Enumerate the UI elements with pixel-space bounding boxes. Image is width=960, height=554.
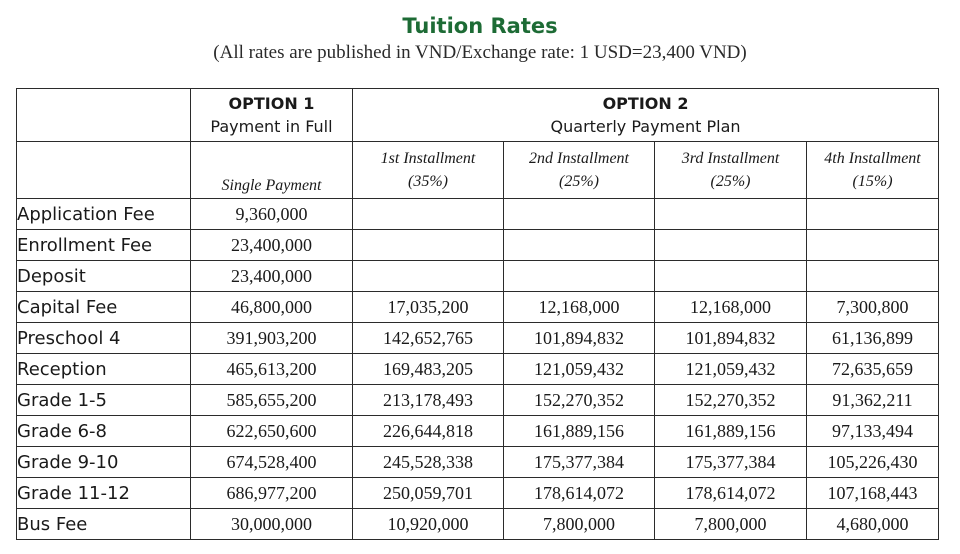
- row-label: Grade 9-10: [17, 447, 191, 478]
- option2-header: [353, 89, 939, 142]
- row-label-header: [17, 142, 191, 199]
- single-payment-cell: 465,613,200: [191, 354, 353, 385]
- installment-3-pct: (25%): [710, 173, 751, 190]
- installment-1-cell: 169,483,205: [353, 354, 504, 385]
- installment-3-name: 3rd Installment: [681, 150, 780, 167]
- installment-1-name: 1st Installment: [380, 150, 476, 167]
- single-payment-cell: 23,400,000: [191, 261, 353, 292]
- row-label: Reception: [17, 354, 191, 385]
- installment-4-cell: 97,133,494: [807, 416, 939, 447]
- installment-1-cell: 245,528,338: [353, 447, 504, 478]
- installment-4-cell: [807, 261, 939, 292]
- exchange-rate-note: (All rates are published in VND/Exchange rate: 1 USD=23,400 VND): [213, 42, 747, 63]
- installment-1-cell: [353, 261, 504, 292]
- page-title: Tuition Rates: [402, 14, 558, 38]
- installment-4-cell: 91,362,211: [807, 385, 939, 416]
- table-row: [17, 354, 939, 385]
- single-payment-cell: 23,400,000: [191, 230, 353, 261]
- option1-subtitle: Payment in Full: [210, 117, 333, 136]
- single-payment-cell: 30,000,000: [191, 509, 353, 540]
- table-row: [17, 292, 939, 323]
- row-label: Enrollment Fee: [17, 230, 191, 261]
- option-header-row: [17, 89, 939, 142]
- installment-1-cell: 17,035,200: [353, 292, 504, 323]
- single-payment-cell: 674,528,400: [191, 447, 353, 478]
- single-payment-header: [191, 142, 353, 199]
- table-row: [17, 416, 939, 447]
- table-row: [17, 509, 939, 540]
- single-payment-cell: 686,977,200: [191, 478, 353, 509]
- installment-2-name: 2nd Installment: [529, 150, 629, 167]
- installment-3-cell: 161,889,156: [655, 416, 807, 447]
- single-payment-cell: 585,655,200: [191, 385, 353, 416]
- installment-2-pct: (25%): [559, 173, 599, 190]
- installment-1-cell: 142,652,765: [353, 323, 504, 354]
- corner-cell: [17, 89, 191, 142]
- installment-4-cell: [807, 199, 939, 230]
- installment-2-cell: 178,614,072: [504, 478, 655, 509]
- installment-1-header: [353, 142, 504, 199]
- installment-1-cell: 10,920,000: [353, 509, 504, 540]
- installment-3-cell: [655, 261, 807, 292]
- column-header-row: [17, 142, 939, 199]
- installment-2-header: [504, 142, 655, 199]
- single-payment-cell: 391,903,200: [191, 323, 353, 354]
- row-label: Grade 11-12: [17, 478, 191, 509]
- installment-3-cell: 175,377,384: [655, 447, 807, 478]
- installment-2-cell: 121,059,432: [504, 354, 655, 385]
- row-label: Grade 1-5: [17, 385, 191, 416]
- single-payment-cell: 46,800,000: [191, 292, 353, 323]
- table-row: [17, 199, 939, 230]
- installment-2-cell: [504, 199, 655, 230]
- installment-3-cell: 7,800,000: [655, 509, 807, 540]
- installment-3-cell: 101,894,832: [655, 323, 807, 354]
- tuition-rates-table: [16, 88, 939, 540]
- option1-title: OPTION 1: [228, 94, 315, 113]
- table-row: [17, 478, 939, 509]
- installment-3-header: [655, 142, 807, 199]
- table-row: [17, 323, 939, 354]
- installment-2-cell: 12,168,000: [504, 292, 655, 323]
- installment-1-cell: 226,644,818: [353, 416, 504, 447]
- single-payment-cell: 622,650,600: [191, 416, 353, 447]
- installment-3-cell: [655, 230, 807, 261]
- installment-1-pct: (35%): [408, 173, 448, 190]
- installment-4-cell: 4,680,000: [807, 509, 939, 540]
- row-label: Application Fee: [17, 199, 191, 230]
- installment-1-cell: 250,059,701: [353, 478, 504, 509]
- installment-1-cell: [353, 230, 504, 261]
- installment-4-pct: (15%): [852, 173, 893, 190]
- installment-2-cell: 161,889,156: [504, 416, 655, 447]
- installment-2-cell: 7,800,000: [504, 509, 655, 540]
- installment-3-cell: 12,168,000: [655, 292, 807, 323]
- row-label: Deposit: [17, 261, 191, 292]
- installment-1-cell: [353, 199, 504, 230]
- installment-4-header: [807, 142, 939, 199]
- installment-4-cell: 7,300,800: [807, 292, 939, 323]
- installment-1-cell: 213,178,493: [353, 385, 504, 416]
- option1-header: [191, 89, 353, 142]
- installment-3-cell: [655, 199, 807, 230]
- table-row: [17, 261, 939, 292]
- table-row: [17, 230, 939, 261]
- installment-3-cell: 178,614,072: [655, 478, 807, 509]
- installment-3-cell: 152,270,352: [655, 385, 807, 416]
- single-payment-cell: 9,360,000: [191, 199, 353, 230]
- row-label: Bus Fee: [17, 509, 191, 540]
- installment-2-cell: [504, 261, 655, 292]
- installment-4-cell: [807, 230, 939, 261]
- installment-2-cell: 152,270,352: [504, 385, 655, 416]
- table-row: [17, 385, 939, 416]
- table-row: [17, 447, 939, 478]
- row-label: Preschool 4: [17, 323, 191, 354]
- installment-4-cell: 61,136,899: [807, 323, 939, 354]
- installment-2-cell: 101,894,832: [504, 323, 655, 354]
- option2-subtitle: Quarterly Payment Plan: [550, 117, 741, 136]
- single-payment-label: Single Payment: [221, 177, 322, 194]
- row-label: Grade 6-8: [17, 416, 191, 447]
- installment-4-name: 4th Installment: [824, 150, 921, 167]
- option2-title: OPTION 2: [602, 94, 689, 113]
- installment-2-cell: [504, 230, 655, 261]
- installment-3-cell: 121,059,432: [655, 354, 807, 385]
- row-label: Capital Fee: [17, 292, 191, 323]
- installment-4-cell: 105,226,430: [807, 447, 939, 478]
- installment-2-cell: 175,377,384: [504, 447, 655, 478]
- installment-4-cell: 107,168,443: [807, 478, 939, 509]
- installment-4-cell: 72,635,659: [807, 354, 939, 385]
